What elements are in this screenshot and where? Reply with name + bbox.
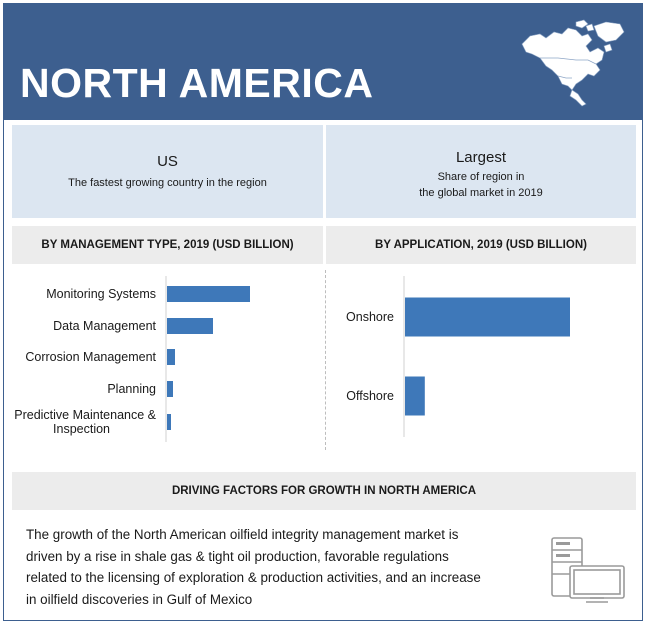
category-label-line: Offshore xyxy=(346,389,394,403)
driving-factors-heading: DRIVING FACTORS FOR GROWTH IN NORTH AMERICA xyxy=(12,472,636,510)
category-label xyxy=(25,350,156,364)
category-label-line: Onshore xyxy=(346,310,394,324)
driving-factors-line: The growth of the North American oilfield integrity management market is xyxy=(26,527,459,542)
section-divider xyxy=(325,270,326,450)
bar-predictive-maintenance-inspection xyxy=(167,414,171,430)
driving-factors-line: related to the licensing of exploration & production activities, and an increase xyxy=(26,570,481,585)
driving-factors-text xyxy=(26,524,526,610)
bar-offshore xyxy=(405,377,425,416)
bar-monitoring-systems xyxy=(167,286,250,302)
stat-fastest-growing xyxy=(12,125,323,218)
management-type-heading: BY MANAGEMENT TYPE, 2019 (USD BILLION) xyxy=(12,226,323,264)
driving-factors-line: driven by a rise in shale gas & tight oil production, favorable regulations xyxy=(26,548,449,564)
north-america-map-icon xyxy=(516,18,632,110)
category-label xyxy=(14,408,156,436)
category-label xyxy=(346,310,394,324)
bar-planning xyxy=(167,381,173,397)
stat-subtext: The fastest growing country in the region xyxy=(68,177,267,189)
stat-largest-share xyxy=(326,125,636,218)
stat-headline: Largest xyxy=(455,149,507,166)
category-label-line: Monitoring Systems xyxy=(46,287,156,301)
page-title: NORTH AMERICA xyxy=(20,60,374,106)
bar-corrosion-management xyxy=(167,349,175,365)
category-label-line: Corrosion Management xyxy=(25,350,156,364)
stat-subtext xyxy=(326,169,636,201)
category-label xyxy=(346,389,394,403)
category-label xyxy=(107,382,156,396)
category-label xyxy=(46,287,156,301)
category-label xyxy=(53,319,156,333)
category-label-line: Data Management xyxy=(53,319,156,333)
bar-onshore xyxy=(405,298,570,337)
category-label-line: Predictive Maintenance & xyxy=(14,408,156,422)
application-heading: BY APPLICATION, 2019 (USD BILLION) xyxy=(326,226,636,264)
infographic-frame xyxy=(3,3,643,621)
header-banner xyxy=(4,4,642,120)
stat-subtext-line: Share of region in xyxy=(437,171,525,183)
category-label-line: Inspection xyxy=(53,422,110,436)
bar-data-management xyxy=(167,318,213,334)
stat-headline: US xyxy=(157,153,178,170)
stat-subtext-line: the global market in 2019 xyxy=(419,187,543,199)
category-label-line: Planning xyxy=(107,382,156,396)
server-monitor-icon xyxy=(550,536,626,604)
driving-factors-line: in oilfield discoveries in Gulf of Mexico xyxy=(26,591,253,607)
